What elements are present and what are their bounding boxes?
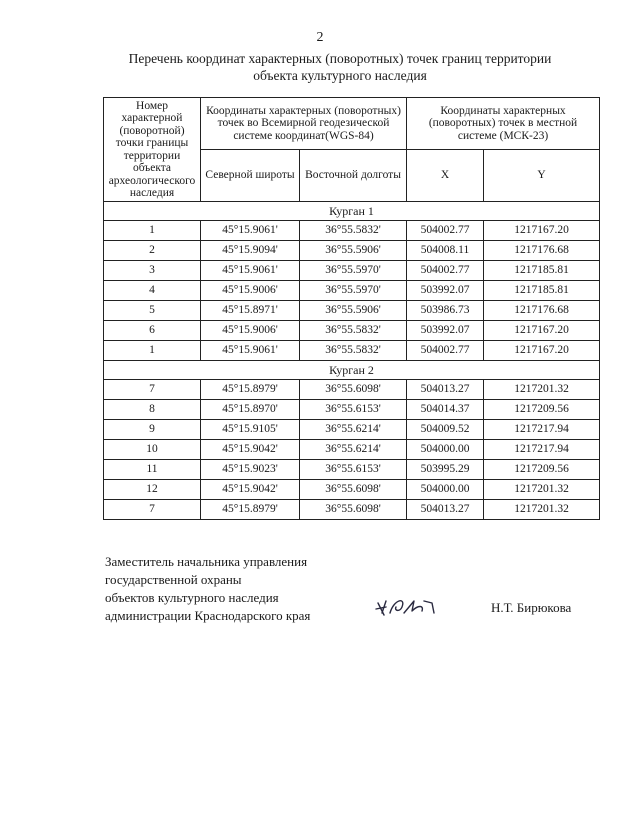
table-row xyxy=(104,380,600,400)
cell-y: 1217176.68 xyxy=(484,241,600,261)
cell-x: 503992.07 xyxy=(407,321,484,341)
table-row xyxy=(104,301,600,321)
cell-latitude: 45°15.8979' xyxy=(201,500,300,520)
cell-y: 1217185.81 xyxy=(484,261,600,281)
cell-longitude: 36°55.6153' xyxy=(300,460,407,480)
cell-longitude: 36°55.5832' xyxy=(300,221,407,241)
cell-y: 1217201.32 xyxy=(484,480,600,500)
cell-longitude: 36°55.6098' xyxy=(300,380,407,400)
cell-point-number: 10 xyxy=(104,440,201,460)
header-y: Y xyxy=(484,150,600,202)
signatory-position-line-1: Заместитель начальника управления xyxy=(105,554,308,569)
cell-latitude: 45°15.9061' xyxy=(201,341,300,361)
table-row xyxy=(104,400,600,420)
cell-x: 504014.37 xyxy=(407,400,484,420)
cell-point-number: 12 xyxy=(104,480,201,500)
cell-point-number: 2 xyxy=(104,241,201,261)
cell-latitude: 45°15.9061' xyxy=(201,221,300,241)
cell-point-number: 8 xyxy=(104,400,201,420)
cell-y: 1217201.32 xyxy=(484,380,600,400)
cell-latitude: 45°15.8970' xyxy=(201,400,300,420)
header-north-latitude: Северной широты xyxy=(201,150,300,202)
cell-longitude: 36°55.5906' xyxy=(300,241,407,261)
cell-latitude: 45°15.8979' xyxy=(201,380,300,400)
cell-y: 1217209.56 xyxy=(484,460,600,480)
table-row xyxy=(104,221,600,241)
section-row xyxy=(104,361,600,380)
cell-x: 503995.29 xyxy=(407,460,484,480)
cell-latitude: 45°15.9042' xyxy=(201,440,300,460)
cell-x: 503992.07 xyxy=(407,281,484,301)
cell-longitude: 36°55.6214' xyxy=(300,440,407,460)
cell-latitude: 45°15.9105' xyxy=(201,420,300,440)
table-row xyxy=(104,281,600,301)
cell-y: 1217167.20 xyxy=(484,341,600,361)
cell-y: 1217167.20 xyxy=(484,321,600,341)
cell-point-number: 3 xyxy=(104,261,201,281)
cell-longitude: 36°55.5906' xyxy=(300,301,407,321)
signatory-position-line-2: государственной охраны xyxy=(105,572,242,587)
cell-y: 1217209.56 xyxy=(484,400,600,420)
cell-longitude: 36°55.5970' xyxy=(300,261,407,281)
signer-name: Н.Т. Бирюкова xyxy=(491,600,572,615)
cell-point-number: 5 xyxy=(104,301,201,321)
cell-longitude: 36°55.6098' xyxy=(300,480,407,500)
cell-longitude: 36°55.6214' xyxy=(300,420,407,440)
header-point-number: Номер характерной (поворотной) точки границы территории объекта археологического наследия xyxy=(104,98,201,202)
cell-y: 1217217.94 xyxy=(484,440,600,460)
title-line-1: Перечень координат характерных (поворотных) точек границ территории xyxy=(128,51,552,66)
title-line-2: объекта культурного наследия xyxy=(253,68,427,83)
table-row xyxy=(104,241,600,261)
section-row xyxy=(104,202,600,221)
cell-latitude: 45°15.8971' xyxy=(201,301,300,321)
table-body xyxy=(104,202,600,520)
signatory-position-line-4: администрации Краснодарского края xyxy=(105,608,311,623)
cell-longitude: 36°55.5832' xyxy=(300,321,407,341)
cell-point-number: 7 xyxy=(104,500,201,520)
cell-x: 504002.77 xyxy=(407,261,484,281)
cell-longitude: 36°55.5970' xyxy=(300,281,407,301)
cell-x: 504013.27 xyxy=(407,380,484,400)
cell-longitude: 36°55.6098' xyxy=(300,500,407,520)
cell-latitude: 45°15.9006' xyxy=(201,281,300,301)
cell-x: 503986.73 xyxy=(407,301,484,321)
cell-longitude: 36°55.5832' xyxy=(300,341,407,361)
signature-block xyxy=(105,553,310,625)
section-title: Курган 1 xyxy=(104,202,600,221)
cell-point-number: 9 xyxy=(104,420,201,440)
cell-point-number: 11 xyxy=(104,460,201,480)
cell-y: 1217176.68 xyxy=(484,301,600,321)
cell-x: 504002.77 xyxy=(407,341,484,361)
table-row xyxy=(104,420,600,440)
cell-x: 504000.00 xyxy=(407,440,484,460)
table-row xyxy=(104,440,600,460)
header-msk23: Координаты характерных (поворотных) точек в местной системе (МСК-23) xyxy=(407,98,600,150)
table-row xyxy=(104,321,600,341)
cell-point-number: 6 xyxy=(104,321,201,341)
header-east-longitude: Восточной долготы xyxy=(300,150,407,202)
cell-point-number: 1 xyxy=(104,221,201,241)
cell-latitude: 45°15.9006' xyxy=(201,321,300,341)
cell-longitude: 36°55.6153' xyxy=(300,400,407,420)
cell-y: 1217185.81 xyxy=(484,281,600,301)
cell-y: 1217167.20 xyxy=(484,221,600,241)
table-row xyxy=(104,341,600,361)
cell-point-number: 1 xyxy=(104,341,201,361)
signatory-position-line-3: объектов культурного наследия xyxy=(105,590,279,605)
cell-x: 504009.52 xyxy=(407,420,484,440)
cell-y: 1217217.94 xyxy=(484,420,600,440)
page-number: 2 xyxy=(316,30,324,45)
table-row xyxy=(104,261,600,281)
handwritten-signature xyxy=(372,595,442,621)
cell-x: 504002.77 xyxy=(407,221,484,241)
header-x: X xyxy=(407,150,484,202)
cell-x: 504008.11 xyxy=(407,241,484,261)
table-row xyxy=(104,480,600,500)
section-title: Курган 2 xyxy=(104,361,600,380)
cell-latitude: 45°15.9061' xyxy=(201,261,300,281)
cell-x: 504013.27 xyxy=(407,500,484,520)
cell-point-number: 7 xyxy=(104,380,201,400)
cell-latitude: 45°15.9023' xyxy=(201,460,300,480)
header-wgs84: Координаты характерных (поворотных) точек во Всемирной геодезической системе координат(WGS-84) xyxy=(201,98,407,150)
cell-point-number: 4 xyxy=(104,281,201,301)
cell-latitude: 45°15.9042' xyxy=(201,480,300,500)
table-row xyxy=(104,500,600,520)
cell-x: 504000.00 xyxy=(407,480,484,500)
document-title xyxy=(80,50,600,84)
table-row xyxy=(104,460,600,480)
coordinates-table xyxy=(103,97,600,520)
cell-y: 1217201.32 xyxy=(484,500,600,520)
cell-latitude: 45°15.9094' xyxy=(201,241,300,261)
